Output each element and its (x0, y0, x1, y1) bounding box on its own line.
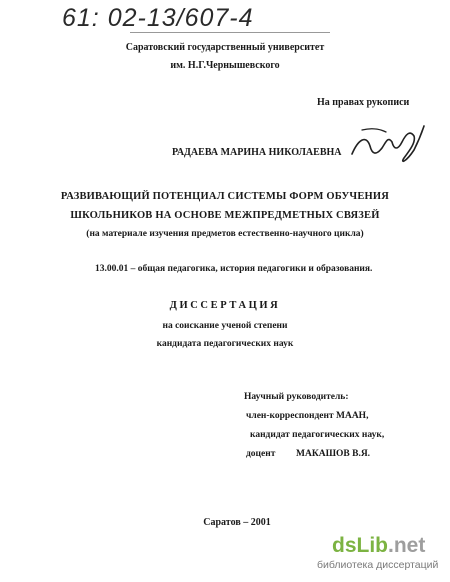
watermark-logo (332, 534, 425, 558)
advisor-rank: доцент (246, 449, 276, 459)
advisor-name: МАКАШОВ В.Я. (296, 449, 371, 459)
university-name: Саратовский государственный университет (125, 42, 325, 53)
city-year: Саратов – 2001 (203, 517, 271, 528)
watermark-logo-main: dsLib (332, 534, 388, 557)
degree-line1: на соискание ученой степени (162, 321, 288, 331)
stamp-underline (130, 32, 330, 33)
dissertation-title-line1: РАЗВИВАЮЩИЙ ПОТЕНЦИАЛ СИСТЕМЫ ФОРМ ОБУЧЕНИЯ (60, 191, 390, 202)
advisor-heading: Научный руководитель: (244, 392, 349, 402)
author-name: РАДАЕВА МАРИНА НИКОЛАЕВНА (172, 147, 342, 158)
rights-note: На правах рукописи (317, 97, 410, 108)
dissertation-title-subtitle: (на материале изучения предметов естественно-научного цикла) (86, 229, 364, 239)
watermark-subtitle: библиотека диссертаций (317, 559, 439, 571)
university-patron: им. Н.Г.Чернышевского (170, 60, 280, 71)
advisor-degree: кандидат педагогических наук, (250, 430, 385, 440)
watermark-logo-domain: .net (388, 534, 426, 557)
archive-stamp: 61: 02-13/607-4 (62, 4, 254, 32)
advisor-title: член-корреспондент МААН, (246, 411, 369, 421)
dissertation-label: ДИССЕРТАЦИЯ (169, 300, 281, 311)
specialty-code: 13.00.01 – общая педагогика, история педагогики и образования. (95, 264, 373, 274)
author-signature-icon (348, 120, 428, 170)
degree-line2: кандидата педагогических наук (156, 339, 294, 349)
dissertation-title-line2: ШКОЛЬНИКОВ НА ОСНОВЕ МЕЖПРЕДМЕТНЫХ СВЯЗЕЙ (70, 210, 380, 221)
